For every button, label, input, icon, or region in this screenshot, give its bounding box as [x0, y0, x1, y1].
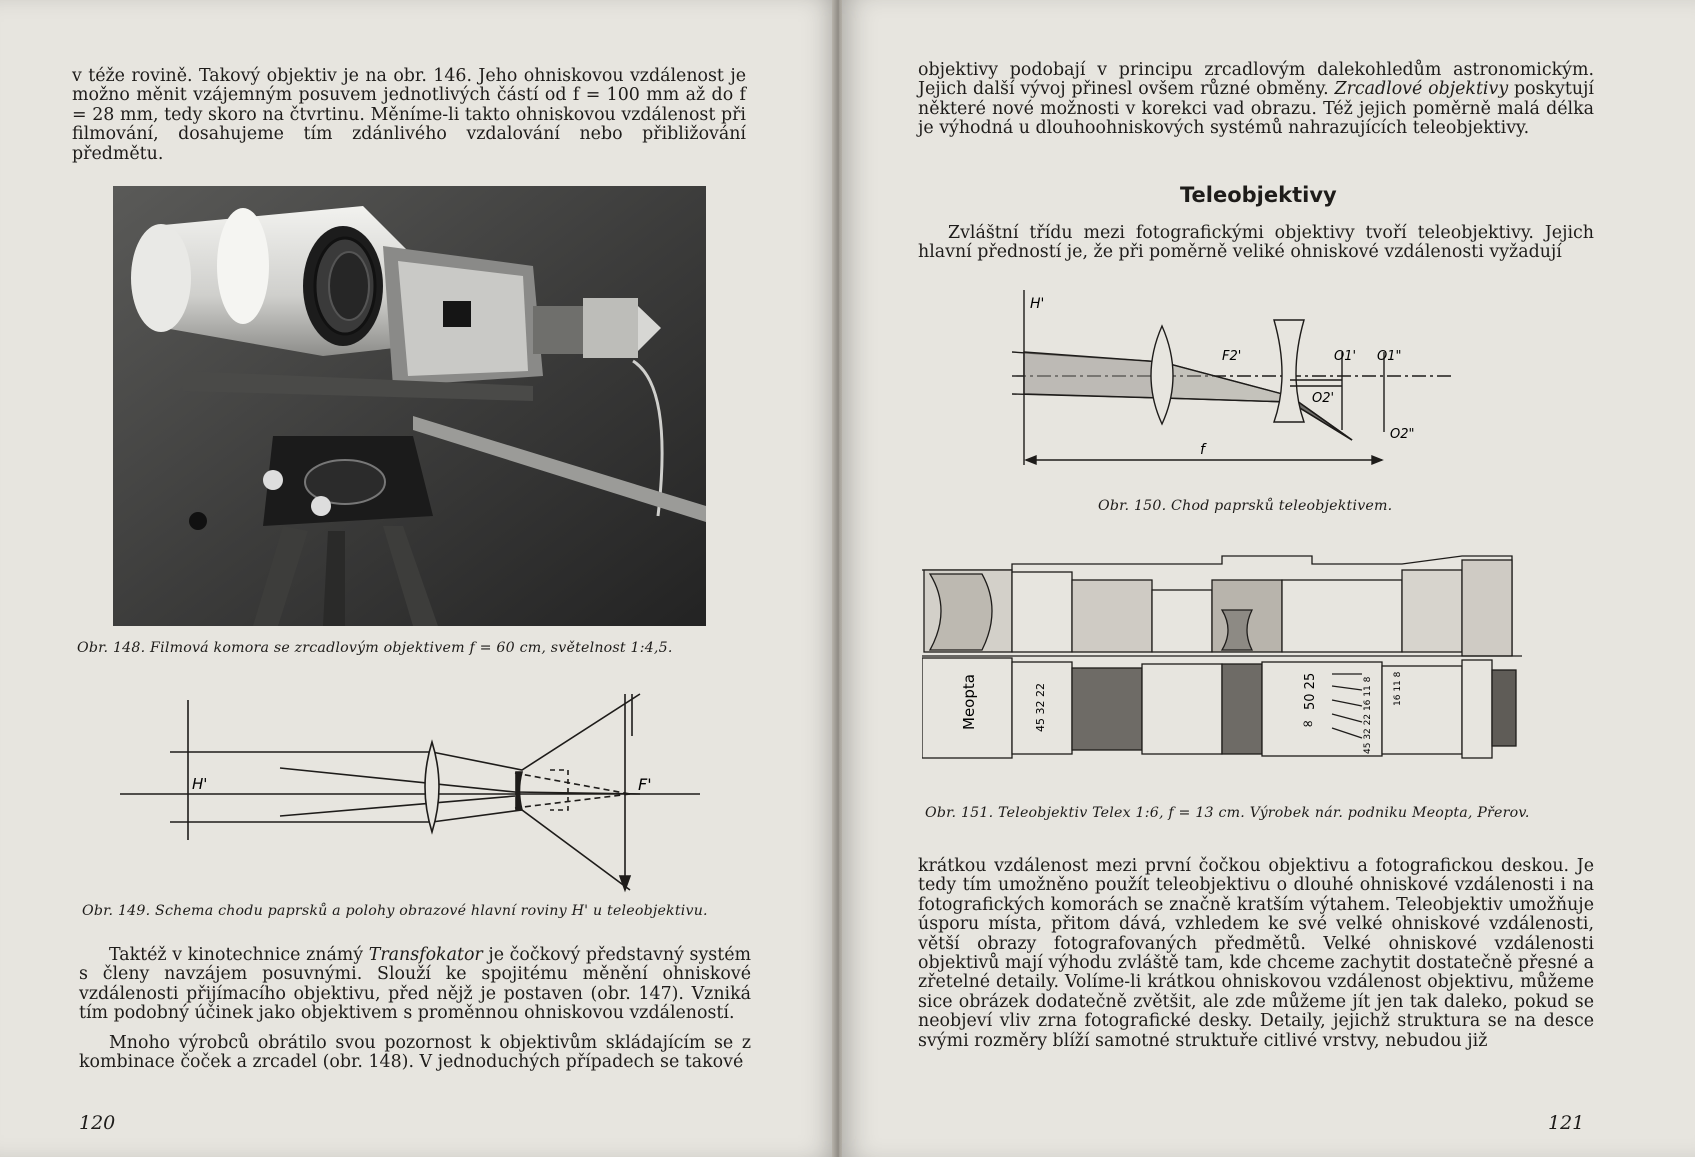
label-f-prime: F': [638, 775, 652, 794]
section-heading: Teleobjektivy: [1180, 183, 1337, 207]
right-paragraph-top: [918, 61, 1594, 139]
transfokator-text-1: Taktéž v kinotechnice známý: [109, 945, 369, 965]
label-o2-prime: O2': [1312, 391, 1335, 406]
telex-telephoto-lens-drawing: [922, 550, 1602, 770]
label-f2-prime: F2': [1222, 349, 1242, 364]
camera-photo: [113, 186, 706, 626]
positive-lens-fig150: [1151, 326, 1173, 424]
page-number-left: 120: [79, 1112, 116, 1134]
lens-scale-infinity: ∞: [1302, 716, 1314, 732]
teleobjective-ray-diagram: [120, 690, 700, 895]
right-top-term: Zrcadlové objektivy: [1334, 79, 1509, 100]
label-o2-double-prime: O2": [1390, 427, 1415, 442]
right-paragraph-intro: Zvláštní třídu mezi fotografickými objektivy tvoří teleobjektivy. Jejich hlavní předností je, že při poměrně veliké ohniskové vzdálenosti vyžadují: [918, 223, 1594, 263]
right-top-text-2: poskytují některé nové možnosti v korekci vad obrazu. Též jejich poměrně malá délka je výhodná u dlouhoohniskových systémů nahrazujících teleobjektivy.: [918, 79, 1594, 139]
right-paragraph-bottom: krátkou vzdálenost mezi první čočkou objektivu a fotografickou deskou. Je tedy tím umožněno použít teleobjektivu o dlouhé ohniskové vzdálenosti i na fotografických komorách se značně kratším výtahem. Teleobjektiv umožňuje úsporu místa, přitom dává, vzhledem ke své velké ohniskové vzdálenosti, větší obrazy fotografovaných předmětů. Velké ohniskové vzdálenosti objektivů mají výhodu zvláště tam, kde chceme zachytit dostatečně přesné a zřetelné detaily. Volíme-li krátkou ohniskovou vzdálenost objektivu, můžeme sice obrázek dodatečně zvětšit, ale zde můžeme jít jen tak daleko, pokud se neobjeví vliv zrna fotografické desky. Detaily, jejichž struktura se na desce svými rozměry blíží samotné struktuře citlivé vrstvy, nebudou již: [918, 856, 1594, 1051]
positive-lens: [425, 742, 439, 832]
left-paragraph-top: v téže rovině. Takový objektiv je na obr. 146. Jeho ohniskovou vzdálenost je možno měnit vzájemným posuvem jednotlivých částí od f = 100 mm až do f = 28 mm, tedy skoro na čtvrtinu. Měníme-li takto ohniskovou vzdálenost při filmování, dosahujeme tím zdánlivého vzdalování nebo přibližování předmětu.: [72, 66, 746, 164]
lens-scale-b: 50 25: [1303, 672, 1318, 710]
mirror-lens-camera-illustration: [113, 186, 706, 626]
lens-scale-d: 45 32 22 16 11 8: [1363, 676, 1373, 754]
right-page: [842, 0, 1695, 1157]
label-focal-length: f: [1200, 442, 1205, 458]
transfokator-text-2: je čočkový představný systém s členy navzájem posuvnými. Slouží ke spojitému měnění ohniskové vzdálenosti přijímacího objektivu, před nějž je postaven (obr. 147). Vzniká tím podobný účinek jako objektivem s proměnnou ohniskovou vzdáleností.: [79, 945, 751, 1024]
lens-scale-c: 16 11 8: [1393, 671, 1403, 706]
figure-148-caption: Obr. 148. Filmová komora se zrcadlovým objektivem f = 60 cm, světelnost 1:4,5.: [77, 640, 673, 656]
left-paragraph-transfokator: [79, 946, 751, 1024]
figure-149-diagram: [120, 690, 700, 895]
negative-lens: [516, 772, 522, 810]
left-page: [0, 0, 838, 1157]
figure-150-diagram: [1012, 290, 1522, 475]
label-o1-double-prime: O1": [1377, 349, 1402, 364]
lens-brand-label: Meopta: [960, 674, 978, 730]
lens-scale-a: 45 32 22: [1034, 683, 1047, 732]
transfokator-term: Transfokator: [368, 945, 483, 965]
left-paragraph-mirror-lenses: Mnoho výrobců obrátilo svou pozornost k objektivům skládajícím se z kombinace čoček a zrcadel (obr. 148). V jednoduchých případech se takové: [79, 1033, 751, 1073]
right-top-text-1: objektivy podobají v principu zrcadlovým dalekohledům astronomickým. Jejich další vývoj přinesl ovšem různé obměny.: [918, 60, 1594, 100]
figure-151-caption: Obr. 151. Teleobjektiv Telex 1:6, f = 13 cm. Výrobek nár. podniku Meopta, Přerov.: [925, 805, 1530, 821]
page-number-right: 121: [1548, 1112, 1585, 1134]
figure-149-caption: Obr. 149. Schema chodu paprsků a polohy obrazové hlavní roviny H' u teleobjektivu.: [82, 903, 708, 919]
negative-lens-fig150: [1274, 320, 1304, 422]
figure-150-caption: Obr. 150. Chod paprsků teleobjektivem.: [1098, 498, 1393, 514]
figure-151-lens-drawing: [922, 550, 1602, 770]
label-h-prime: H': [192, 775, 208, 793]
label-h-prime-fig150: H': [1030, 296, 1045, 312]
label-o1-prime: O1': [1334, 349, 1357, 364]
telephoto-ray-path-diagram: [1012, 290, 1522, 475]
